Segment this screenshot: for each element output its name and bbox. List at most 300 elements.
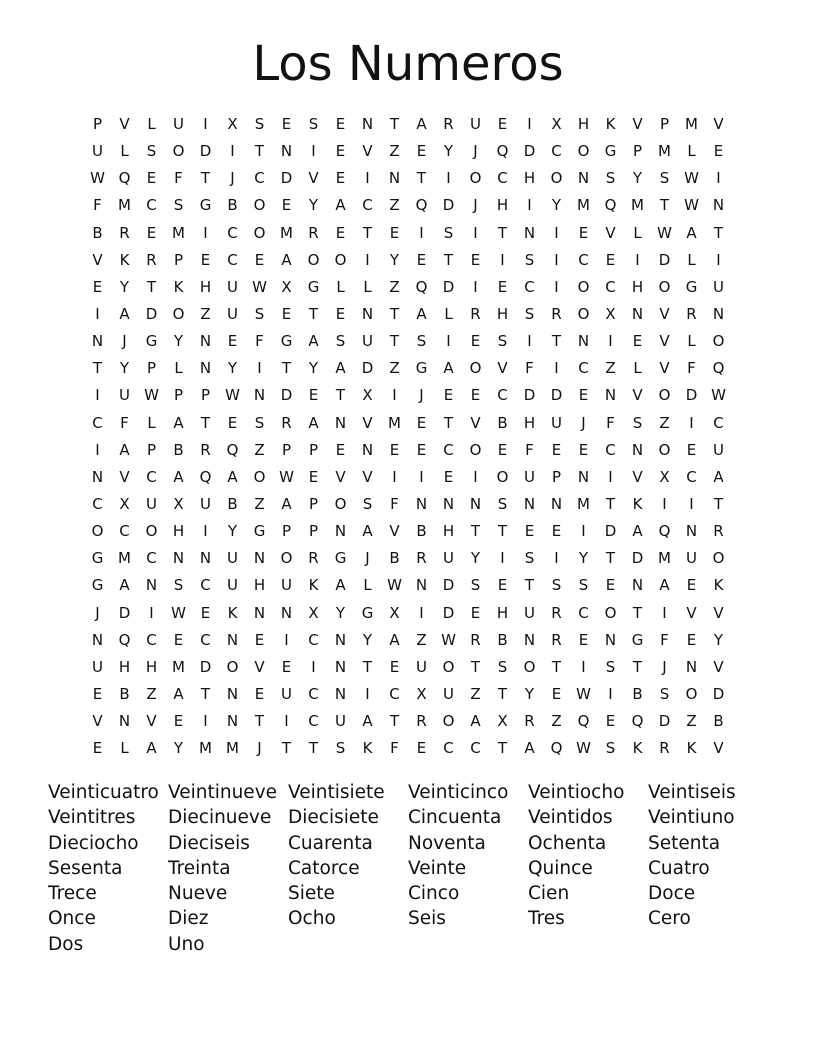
grid-letter: T (389, 115, 400, 134)
grid-letter: E (335, 305, 346, 324)
grid-letter: R (713, 522, 724, 541)
grid-letter: I (419, 467, 424, 486)
grid-letter: S (335, 739, 346, 758)
grid-letter: N (334, 630, 347, 649)
word-list-item: Veinticuatro (48, 782, 159, 803)
grid-letter: F (93, 196, 102, 215)
grid-letter: E (389, 223, 400, 242)
grid-letter: E (335, 115, 346, 134)
grid-letter: D (199, 142, 212, 161)
grid-letter: S (524, 549, 535, 568)
grid-letter: K (308, 576, 319, 595)
grid-letter: T (308, 305, 319, 324)
grid-letter: W (576, 739, 591, 758)
grid-letter: P (92, 115, 103, 134)
grid-letter: W (387, 576, 402, 595)
grid-letter: T (632, 603, 643, 622)
grid-row (84, 382, 732, 409)
grid-letter: Z (200, 305, 211, 324)
grid-letter: E (470, 386, 481, 405)
grid-letter: R (551, 630, 562, 649)
grid-letter: O (577, 142, 590, 161)
grid-letter: D (145, 305, 158, 324)
grid-letter: E (605, 576, 616, 595)
grid-letter: D (685, 386, 698, 405)
word-list-item: Dieciseis (168, 832, 250, 854)
grid-letter: J (230, 169, 235, 188)
grid-letter: E (470, 332, 481, 351)
grid-letter: C (200, 630, 211, 649)
grid-letter: T (362, 657, 373, 676)
grid-letter: N (604, 386, 617, 405)
grid-letter: V (632, 467, 643, 486)
grid-letter: G (280, 332, 293, 351)
grid-letter: U (92, 142, 103, 161)
grid-letter: A (416, 305, 427, 324)
grid-letter: G (604, 142, 617, 161)
grid-letter: R (308, 223, 319, 242)
grid-letter: D (442, 277, 455, 296)
grid-letter: T (497, 223, 508, 242)
grid-letter: E (443, 386, 454, 405)
grid-letter: N (388, 169, 401, 188)
grid-letter: T (632, 657, 643, 676)
grid-letter: K (605, 115, 616, 134)
grid-letter: P (146, 359, 157, 378)
grid-letter: V (146, 712, 157, 731)
grid-letter: E (497, 576, 508, 595)
grid-letter: M (199, 739, 212, 758)
grid-letter: E (686, 440, 697, 459)
grid-letter: M (118, 549, 131, 568)
grid-letter: A (227, 467, 238, 486)
grid-letter: A (362, 522, 373, 541)
grid-letter: K (713, 576, 724, 595)
grid-letter: X (308, 603, 319, 622)
grid-letter: W (90, 169, 105, 188)
grid-letter: R (551, 305, 562, 324)
grid-letter: Z (605, 359, 616, 378)
grid-letter: E (632, 332, 643, 351)
grid-letter: T (470, 522, 481, 541)
grid-letter: N (415, 576, 428, 595)
grid-letter: P (632, 142, 643, 161)
grid-letter: V (497, 359, 508, 378)
grid-letter: O (307, 250, 320, 269)
grid-letter: M (172, 657, 185, 676)
grid-letter: S (524, 250, 535, 269)
grid-letter: D (361, 359, 374, 378)
grid-letter: C (578, 250, 589, 269)
grid-letter: M (118, 196, 131, 215)
grid-letter: Z (389, 142, 400, 161)
grid-letter: V (362, 142, 373, 161)
grid-letter: T (200, 685, 211, 704)
grid-letter: N (334, 522, 347, 541)
word-list (48, 780, 768, 957)
grid-letter: I (392, 386, 397, 405)
grid-letter: E (200, 250, 211, 269)
grid-letter: A (173, 685, 184, 704)
grid-letter: E (470, 250, 481, 269)
grid-letter: U (227, 576, 238, 595)
word-list-item: Veintiuno (648, 807, 735, 829)
grid-letter: K (119, 250, 130, 269)
grid-letter: Z (254, 440, 265, 459)
grid-letter: T (281, 739, 292, 758)
grid-letter: I (311, 657, 316, 676)
grid-letter: V (362, 467, 373, 486)
grid-letter: I (554, 250, 559, 269)
grid-letter: O (253, 223, 266, 242)
grid-letter: C (92, 413, 103, 432)
grid-letter: K (632, 495, 643, 514)
grid-letter: V (713, 115, 724, 134)
grid-letter: B (497, 413, 508, 432)
grid-letter: F (660, 630, 669, 649)
grid-letter: U (227, 305, 238, 324)
grid-letter: M (388, 413, 401, 432)
grid-letter: S (146, 142, 157, 161)
grid-letter: O (172, 305, 185, 324)
grid-letter: W (684, 196, 699, 215)
grid-letter: O (253, 196, 266, 215)
grid-letter: R (281, 413, 292, 432)
grid-letter: R (686, 305, 697, 324)
grid-letter: U (524, 467, 535, 486)
grid-letter: G (253, 522, 266, 541)
grid-letter: R (524, 712, 535, 731)
grid-letter: E (308, 386, 319, 405)
grid-letter: T (146, 277, 157, 296)
grid-letter: T (92, 359, 103, 378)
grid-letter: V (119, 467, 130, 486)
grid-letter: N (577, 467, 590, 486)
grid-letter: L (633, 223, 642, 242)
grid-row (84, 138, 732, 165)
grid-letter: I (608, 685, 613, 704)
grid-letter: N (685, 522, 698, 541)
grid-letter: J (122, 332, 127, 351)
grid-letter: E (578, 440, 589, 459)
grid-letter: H (523, 413, 536, 432)
word-list-item: Veintidos (528, 807, 613, 829)
grid-letter: Y (335, 603, 346, 622)
grid-letter: T (551, 332, 562, 351)
grid-letter: E (524, 522, 535, 541)
grid-row (84, 220, 732, 247)
grid-letter: S (551, 576, 562, 595)
grid-letter: T (200, 413, 211, 432)
grid-letter: C (119, 522, 130, 541)
grid-letter: M (172, 223, 185, 242)
grid-letter: A (524, 739, 535, 758)
grid-letter: W (711, 386, 726, 405)
grid-letter: C (92, 495, 103, 514)
word-list-item: Diecinueve (168, 807, 272, 829)
grid-letter: Y (389, 250, 400, 269)
grid-letter: V (713, 739, 724, 758)
grid-letter: O (577, 305, 590, 324)
grid-letter: N (172, 549, 185, 568)
grid-letter: I (95, 305, 100, 324)
grid-letter: C (551, 142, 562, 161)
grid-letter: E (578, 630, 589, 649)
grid-letter: C (308, 685, 319, 704)
grid-letter: I (419, 223, 424, 242)
word-list-item: Diez (168, 908, 209, 930)
grid-letter: P (200, 386, 211, 405)
grid-letter: T (254, 712, 265, 731)
grid-letter: C (578, 359, 589, 378)
grid-letter: V (659, 332, 670, 351)
grid-letter: N (523, 495, 536, 514)
grid-letter: X (659, 467, 670, 486)
grid-letter: W (144, 386, 159, 405)
grid-letter: N (712, 196, 725, 215)
grid-letter: E (92, 685, 103, 704)
grid-letter: S (362, 495, 373, 514)
grid-row (84, 111, 732, 138)
grid-letter: T (605, 549, 616, 568)
grid-letter: U (146, 495, 157, 514)
grid-letter: O (226, 657, 239, 676)
grid-letter: J (257, 739, 262, 758)
grid-letter: G (307, 277, 320, 296)
grid-letter: Y (551, 196, 562, 215)
word-list-item: Nueve (168, 883, 228, 905)
grid-letter: M (658, 549, 671, 568)
grid-letter: O (712, 549, 725, 568)
grid-letter: N (226, 630, 239, 649)
grid-letter: S (605, 739, 616, 758)
grid-letter: A (119, 440, 130, 459)
grid-letter: Z (470, 685, 481, 704)
grid-letter: R (659, 739, 670, 758)
grid-letter: C (200, 576, 211, 595)
grid-letter: X (119, 495, 130, 514)
grid-letter: D (280, 386, 293, 405)
grid-letter: C (443, 440, 454, 459)
word-list-item: Veinte (408, 857, 467, 879)
word-list-item: Uno (168, 933, 205, 955)
grid-letter: H (253, 576, 266, 595)
grid-letter: U (524, 603, 535, 622)
grid-letter: U (713, 440, 724, 459)
grid-letter: N (199, 549, 212, 568)
grid-letter: E (335, 142, 346, 161)
grid-letter: E (605, 712, 616, 731)
grid-letter: E (470, 603, 481, 622)
grid-letter: W (657, 223, 672, 242)
grid-letter: F (255, 332, 264, 351)
grid-letter: Y (308, 196, 319, 215)
grid-letter: Z (389, 196, 400, 215)
grid-letter: U (200, 495, 211, 514)
grid-letter: O (172, 142, 185, 161)
grid-letter: Y (713, 630, 724, 649)
grid-letter: S (632, 413, 643, 432)
grid-letter: I (581, 657, 586, 676)
grid-letter: M (226, 739, 239, 758)
grid-letter: T (416, 169, 427, 188)
grid-letter: U (443, 685, 454, 704)
grid-letter: I (446, 169, 451, 188)
grid-letter: O (253, 467, 266, 486)
word-list-item: Catorce (288, 857, 360, 879)
grid-letter: I (554, 549, 559, 568)
grid-letter: E (227, 413, 238, 432)
grid-letter: E (686, 576, 697, 595)
grid-letter: V (632, 386, 643, 405)
grid-letter: I (149, 603, 154, 622)
grid-letter: X (227, 115, 238, 134)
grid-letter: D (118, 603, 131, 622)
grid-letter: W (576, 685, 591, 704)
grid-letter: I (203, 712, 208, 731)
grid-letter: D (199, 657, 212, 676)
grid-letter: R (119, 223, 130, 242)
grid-letter: S (605, 169, 616, 188)
letter-grid (84, 111, 732, 762)
grid-letter: L (120, 739, 129, 758)
grid-letter: I (365, 250, 370, 269)
grid-letter: A (713, 467, 724, 486)
grid-letter: E (497, 115, 508, 134)
grid-letter: X (362, 386, 373, 405)
grid-row (84, 681, 732, 708)
grid-letter: E (551, 522, 562, 541)
grid-letter: E (578, 223, 589, 242)
grid-letter: B (227, 196, 238, 215)
word-list-item: Cuatro (648, 857, 710, 879)
grid-letter: N (226, 685, 239, 704)
grid-letter: I (554, 359, 559, 378)
grid-letter: E (416, 739, 427, 758)
grid-letter: N (442, 495, 455, 514)
grid-letter: H (523, 169, 536, 188)
grid-letter: S (443, 223, 454, 242)
grid-letter: F (525, 359, 534, 378)
grid-letter: Y (227, 522, 238, 541)
grid-letter: J (662, 657, 667, 676)
grid-letter: T (713, 223, 724, 242)
grid-letter: B (119, 685, 130, 704)
grid-letter: O (658, 440, 671, 459)
grid-letter: I (662, 603, 667, 622)
word-list-item: Dieciocho (48, 832, 139, 854)
grid-letter: C (254, 169, 265, 188)
grid-row (84, 192, 732, 219)
grid-letter: S (470, 576, 481, 595)
grid-letter: T (443, 413, 454, 432)
grid-letter: A (173, 413, 184, 432)
grid-letter: D (658, 250, 671, 269)
grid-letter: Q (415, 277, 428, 296)
grid-letter: D (658, 712, 671, 731)
grid-letter: R (308, 549, 319, 568)
grid-letter: J (581, 413, 586, 432)
grid-letter: S (659, 169, 670, 188)
grid-letter: E (443, 467, 454, 486)
word-list-item: Tres (528, 908, 565, 930)
grid-row (84, 600, 732, 627)
grid-letter: U (443, 549, 454, 568)
grid-letter: S (524, 305, 535, 324)
grid-letter: W (171, 603, 186, 622)
grid-letter: F (390, 739, 399, 758)
grid-letter: U (551, 413, 562, 432)
grid-letter: Z (389, 277, 400, 296)
grid-letter: I (635, 250, 640, 269)
grid-letter: P (281, 522, 292, 541)
grid-letter: Y (227, 359, 238, 378)
word-list-item: Seis (408, 908, 446, 930)
grid-letter: C (470, 739, 481, 758)
grid-letter: H (172, 522, 185, 541)
grid-letter: I (419, 603, 424, 622)
grid-row (84, 518, 732, 545)
grid-letter: E (686, 630, 697, 649)
grid-letter: T (497, 739, 508, 758)
grid-letter: N (685, 657, 698, 676)
grid-letter: I (581, 522, 586, 541)
grid-letter: N (523, 223, 536, 242)
grid-letter: E (254, 685, 265, 704)
grid-letter: A (632, 522, 643, 541)
grid-row (84, 545, 732, 572)
grid-letter: A (146, 739, 157, 758)
word-list-item: Noventa (408, 832, 486, 854)
grid-letter: S (497, 657, 508, 676)
grid-letter: E (497, 440, 508, 459)
word-list-item: Sesenta (48, 857, 123, 879)
grid-letter: L (363, 277, 372, 296)
grid-letter: I (203, 522, 208, 541)
grid-letter: V (632, 115, 643, 134)
grid-letter: P (308, 495, 319, 514)
grid-letter: S (605, 657, 616, 676)
grid-letter: B (497, 630, 508, 649)
grid-letter: T (254, 142, 265, 161)
grid-letter: H (145, 657, 158, 676)
grid-letter: B (713, 712, 724, 731)
grid-letter: I (527, 196, 532, 215)
grid-letter: Y (443, 142, 454, 161)
word-list-item: Cinco (408, 883, 460, 905)
grid-letter: A (173, 467, 184, 486)
grid-letter: U (362, 332, 373, 351)
grid-letter: F (687, 359, 696, 378)
grid-letter: G (145, 332, 158, 351)
grid-letter: S (416, 332, 427, 351)
grid-letter: O (550, 169, 563, 188)
grid-letter: P (173, 386, 184, 405)
grid-letter: Y (632, 169, 643, 188)
grid-letter: T (389, 712, 400, 731)
grid-letter: I (608, 332, 613, 351)
grid-letter: J (473, 142, 478, 161)
word-list-item: Siete (288, 883, 335, 905)
grid-letter: O (334, 250, 347, 269)
word-list-item: Veintisiete (288, 782, 385, 803)
grid-letter: X (605, 305, 616, 324)
grid-letter: P (146, 440, 157, 459)
grid-letter: H (496, 196, 509, 215)
grid-letter: Y (173, 332, 184, 351)
grid-letter: C (497, 169, 508, 188)
grid-letter: B (173, 440, 184, 459)
